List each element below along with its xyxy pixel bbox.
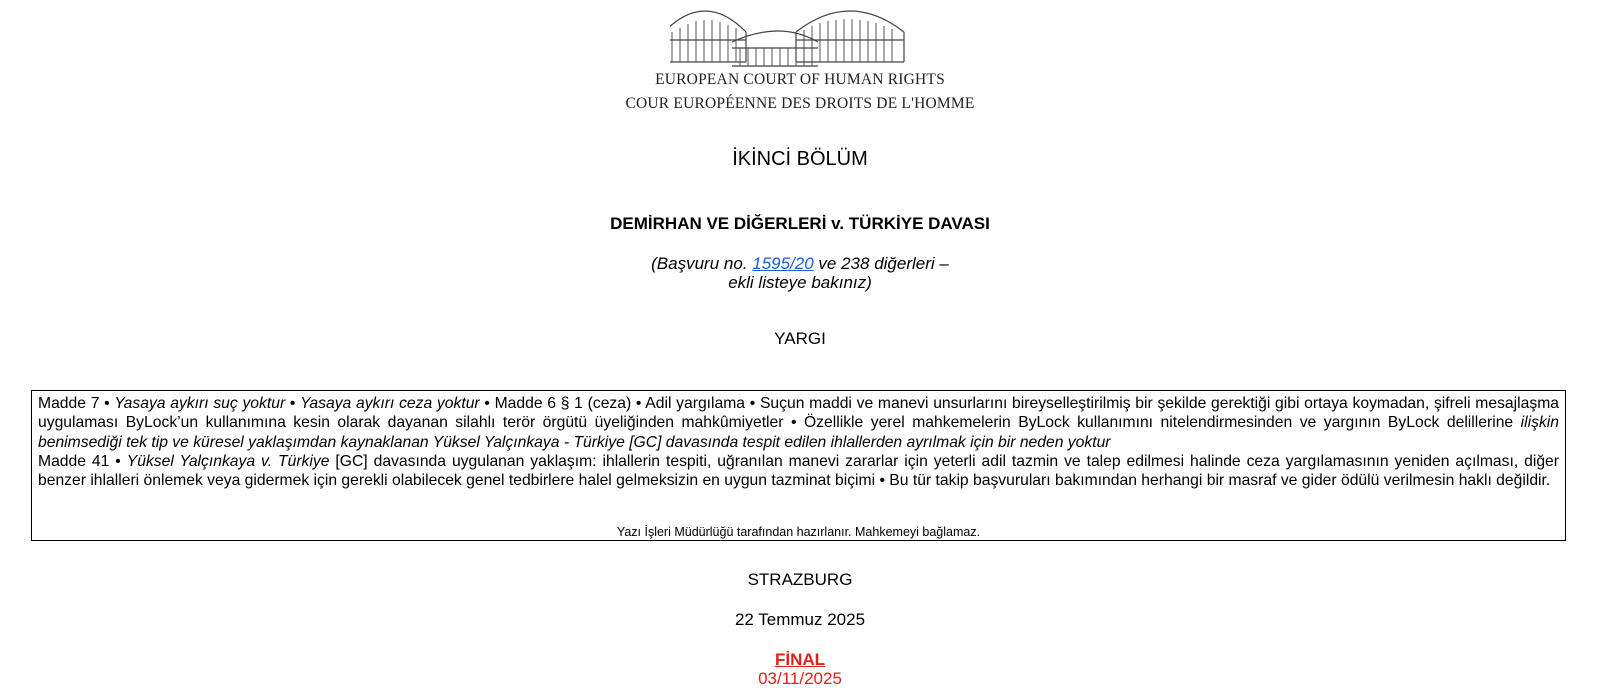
summary-text: [GC] davasında uygulanan yaklaşım: ihlallerin tespiti, uğranılan manevi zararlar için yeterli adil tazmin ve talep edilmesi halinde ceza yargılamasının yeniden açılması, diğer benzer ihlalleri önlemek veya gidermek için gerekli olabilecek genel tedbirlere halel gelmeksizin en uygun tazminat biçimi • Bu tür takip başvuruları bakımından herhangi bir masraf ve gider ödülü verilmesin haklı değildir.	[38, 452, 1560, 490]
application-suffix: ve 238 diğerleri –	[813, 254, 949, 273]
summary-italic: Yüksel Yalçınkaya v. Türkiye	[126, 452, 330, 470]
summary-italic: Yasaya aykırı suç yoktur	[114, 395, 286, 412]
summary-text: Madde 7 •	[38, 395, 115, 412]
application-line-2: ekli listeye bakınız)	[728, 273, 872, 292]
judgment-label: YARGI	[774, 329, 826, 348]
court-building-logo	[670, 0, 930, 68]
final-label: FİNAL	[774, 650, 826, 669]
judgment-date: 22 Temmuz 2025	[734, 610, 866, 629]
application-line	[0, 254, 1600, 274]
summary-paragraph-2	[38, 452, 1559, 491]
summary-italic: ilişkin benimsediği tek tip ve küresel yaklaşımdan kaynaklanan Yüksel Yalçınkaya - Türkiye [GC] davasında tespit edilen ihlallerden ayrılmak için bir neden yoktur	[38, 414, 1559, 451]
summary-italic: Yasaya aykırı ceza yoktur	[300, 395, 480, 412]
final-date: 03/11/2025	[758, 669, 842, 688]
application-prefix: (Başvuru no.	[651, 254, 753, 273]
place: STRAZBURG	[747, 570, 853, 589]
summary-text: Madde 41 •	[38, 452, 127, 470]
court-name-fr: COUR EUROPÉENNE DES DROITS DE L'HOMME	[625, 95, 975, 112]
section-heading: İKİNCİ BÖLÜM	[732, 148, 868, 170]
prepared-note: Yazı İşleri Müdürlüğü tarafından hazırlanır. Mahkemeyi bağlamaz.	[616, 525, 981, 539]
summary-text: • Madde 6 § 1 (ceza) • Adil yargılama • Suçun maddi ve manevi unsurlarını bireyselleştirilmiş bir şekilde gerektiği gibi ortaya koymadan, şifreli mesajlaşma uygulaması ByLock’un kullanımına kesin olarak dayanan silahlı terör örgütü üyeliğinden mahkûmiyetler • Özellikle yerel mahkemelerin ByLock kullanımını nitelendirmesinden ve yargının ByLock delillerine	[38, 395, 1559, 432]
summary-box	[31, 390, 1566, 541]
court-name-en: EUROPEAN COURT OF HUMAN RIGHTS	[655, 71, 945, 88]
application-number-link[interactable]: 1595/20	[752, 254, 814, 273]
summary-paragraph-1	[38, 394, 1559, 452]
case-title: DEMİRHAN VE DİĞERLERİ v. TÜRKİYE DAVASI	[610, 214, 990, 233]
summary-text: •	[285, 395, 301, 412]
